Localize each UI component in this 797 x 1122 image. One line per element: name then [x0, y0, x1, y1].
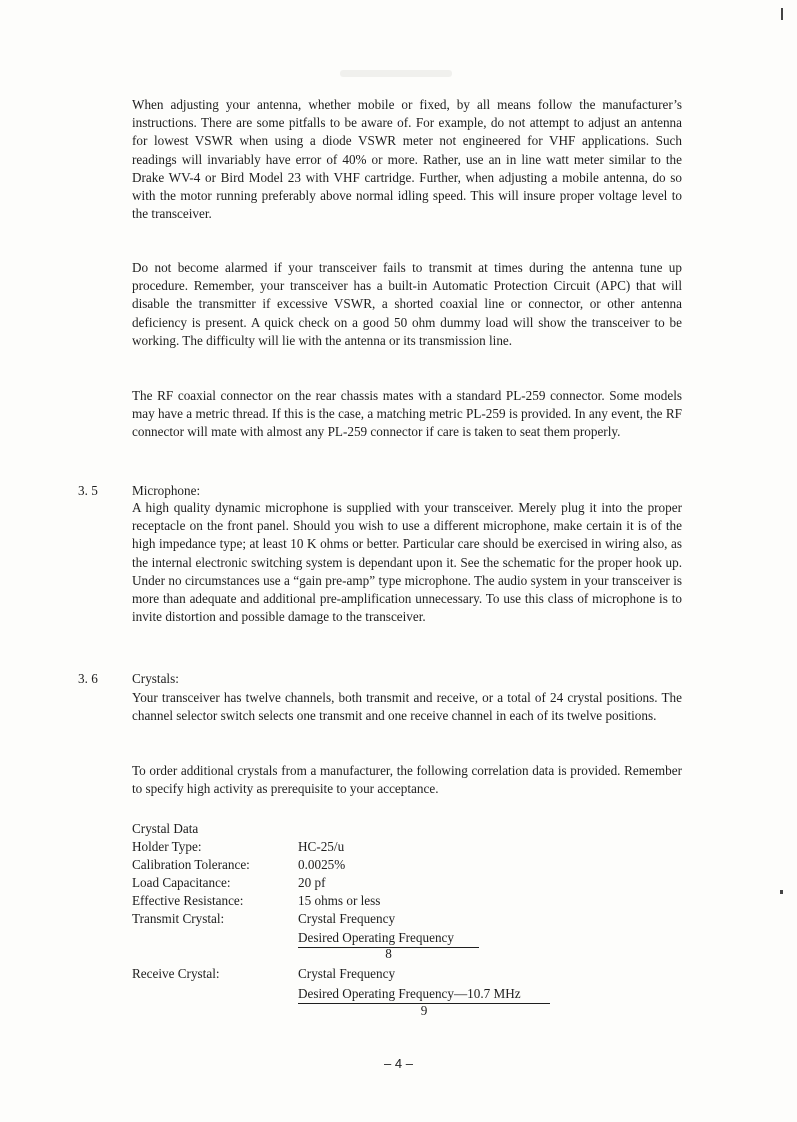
edge-mark-bottom: [780, 890, 783, 894]
receive-fraction-denominator: 9: [420, 1003, 428, 1018]
transmit-crystal-frequency: Crystal Frequency: [298, 911, 396, 926]
paragraph-microphone: A high quality dynamic microphone is supplied with your transceiver. Merely plug it into the proper receptacle on the front panel. Should you wish to use a different microphone, make certain it is of the high impedance type; at least 10 K ohms or better. Particular care should be exercised in wiring also, as the internal electronic switching system is dependant upon it. See the schematic for the proper hook up. Under no circumstances use a “gain pre-amp” type microphone. The audio system in your transceiver is more than adequate and additional pre-amplification unnecessary. To use this class of microphone is to invite distortion and possible damage to the transceiver.: [132, 500, 682, 625]
paragraph-rf-connector: The RF coaxial connector on the rear chassis mates with a standard PL-259 connector. Some models may have a metric thread. If this is the case, a matching metric PL-259 is provided. In any event, the RF connector will mate with almost any PL-259 connector if care is taken to seat them properly.: [132, 388, 682, 440]
transmit-fraction-numerator: Desired Operating Frequency: [298, 930, 454, 945]
section-title-microphone: Microphone:: [132, 483, 201, 498]
scan-smudge: [340, 70, 452, 77]
section-title-crystals: Crystals:: [132, 671, 179, 686]
load-capacitance-value: 20 pf: [298, 875, 326, 890]
paragraph-antenna-adjustment: When adjusting your antenna, whether mobile or fixed, by all means follow the manufacturer’s instructions. There are some pitfalls to be aware of. For example, do not attempt to adjust an antenna for lowest VSWR when using a diode VSWR meter not engineered for VHF applications. Such readings will invariably have error of 40% or more. Rather, use an in line watt meter similar to the Drake WV-4 or Bird Model 23 with VHF cartridge. Further, when adjusting a mobile antenna, do so with the motor running preferably above normal idling speed. This will insure proper voltage level to the transceiver.: [132, 97, 682, 222]
receive-crystal-label: Receive Crystal:: [132, 966, 220, 981]
section-number-3-5: 3. 5: [78, 483, 98, 498]
holder-type-value: HC-25/u: [298, 839, 345, 854]
calibration-tolerance-value: 0.0025%: [298, 857, 346, 872]
effective-resistance-label: Effective Resistance:: [132, 893, 244, 908]
effective-resistance-value: 15 ohms or less: [298, 893, 381, 908]
paragraph-crystals: Your transceiver has twelve channels, both transmit and receive, or a total of 24 crystal positions. The channel selector switch selects one transmit and one receive channel in each of its twelve positions.: [132, 690, 682, 724]
paragraph-apc-note: Do not become alarmed if your transceiver fails to transmit at times during the antenna tune up procedure. Remember, your transceiver has a built-in Automatic Protection Circuit (APC) that will disable the transmitter if excessive VSWR, a shorted coaxial line or connector, or other antenna deficiency is present. A quick check on a good 50 ohm dummy load will show the transceiver to be working. The difficulty will lie with the antenna or its transmission line.: [132, 260, 682, 348]
transmit-fraction-denominator: 8: [385, 946, 392, 961]
receive-crystal-frequency: Crystal Frequency: [298, 966, 396, 981]
section-number-3-6: 3. 6: [78, 671, 98, 686]
load-capacitance-label: Load Capacitance:: [132, 875, 231, 890]
receive-fraction-numerator: Desired Operating Frequency—10.7 MHz: [298, 986, 521, 1001]
paragraph-crystal-ordering: To order additional crystals from a manufacturer, the following correlation data is provided. Remember to specify high activity as prerequisite to your acceptance.: [132, 763, 682, 797]
holder-type-label: Holder Type:: [132, 839, 202, 854]
calibration-tolerance-label: Calibration Tolerance:: [132, 857, 250, 872]
transmit-crystal-label: Transmit Crystal:: [132, 911, 225, 926]
page-number: – 4 –: [384, 1056, 413, 1071]
edge-mark-top: [781, 8, 783, 20]
crystal-data-heading-label: Crystal Data: [132, 821, 199, 836]
